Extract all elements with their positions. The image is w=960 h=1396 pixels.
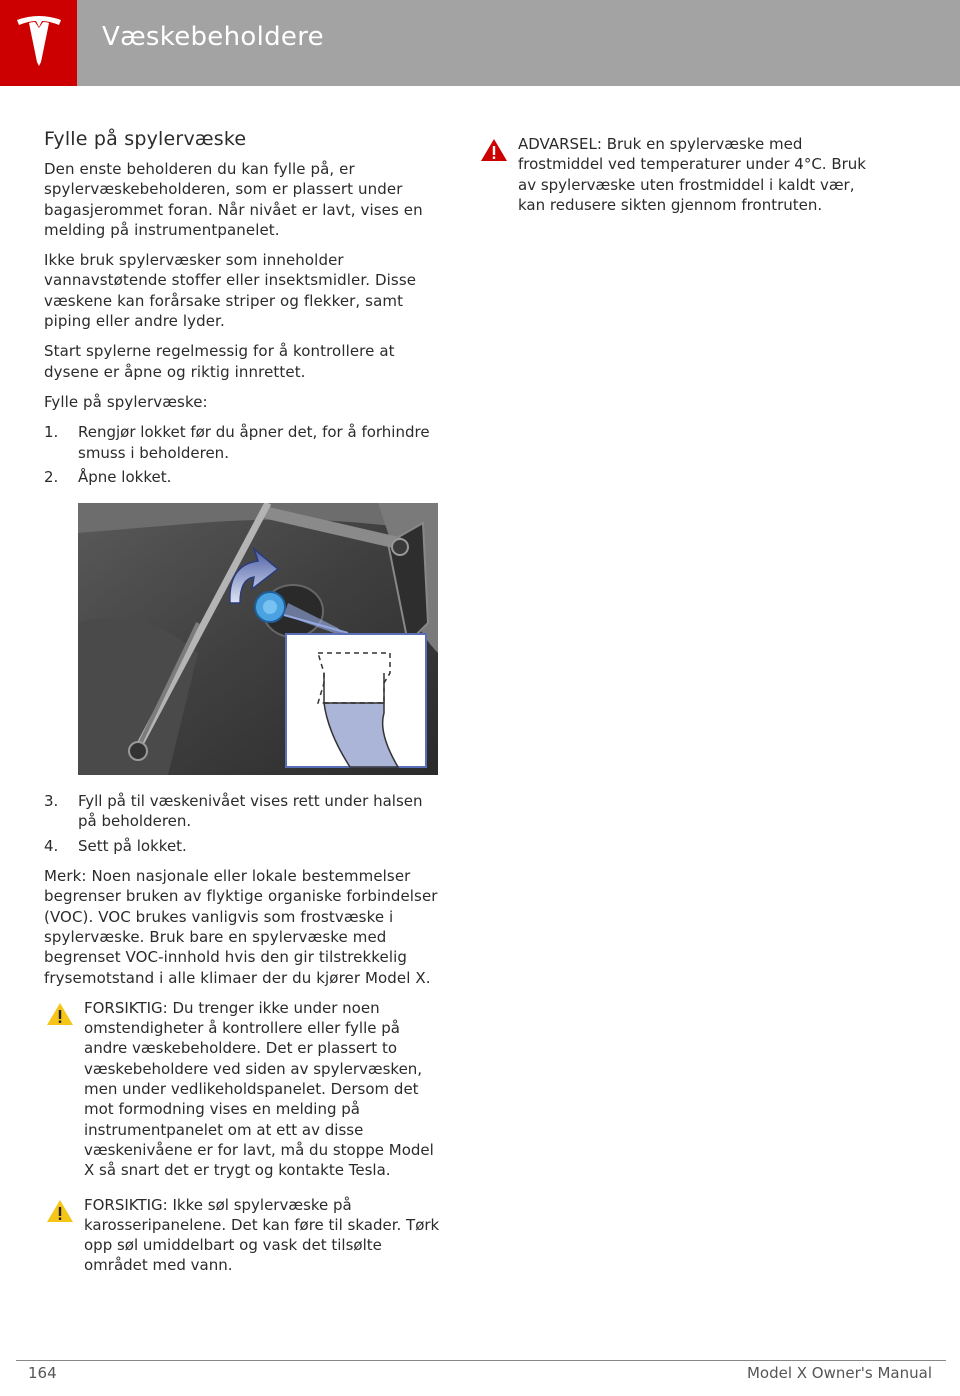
warning-callout — [478, 134, 878, 215]
page-header — [0, 0, 960, 86]
page-number: 164 — [28, 1364, 57, 1382]
section-heading: Fylle på spylervæske — [44, 128, 247, 150]
list-item — [44, 467, 440, 487]
paragraph: Ikke bruk spylervæsker som inneholder vannavstøtende stoffer eller insektsmidler. Disse væskene kan forårsake striper og flekker, samt piping eller andre lyder. — [44, 251, 417, 331]
caution-callout — [44, 998, 440, 1181]
step-list — [44, 422, 440, 487]
paragraph: Start spylerne regelmessig for å kontrollere at dysene er åpne og riktig innrettet. — [44, 342, 395, 381]
list-item — [44, 422, 440, 463]
logo-box — [0, 0, 77, 86]
paragraph: Den enste beholderen du kan fylle på, er spylervæskebeholderen, som er plassert under bagasjerommet foran. Når nivået er lavt, vises en melding på instrumentpanelet. — [44, 160, 423, 239]
step-number: 3. — [44, 792, 59, 811]
manual-title: Model X Owner's Manual — [746, 1364, 932, 1382]
tesla-logo-icon — [14, 14, 64, 68]
step-number: 1. — [44, 423, 59, 442]
step-text: Sett på lokket. — [78, 836, 187, 855]
left-column — [44, 128, 440, 1290]
caution-triangle-icon — [46, 1199, 74, 1223]
list-item — [44, 836, 440, 856]
caution-triangle-icon — [46, 1002, 74, 1026]
step-text: Åpne lokket. — [78, 467, 172, 486]
footer-divider — [16, 1360, 946, 1361]
paragraph: Fylle på spylervæske: — [44, 392, 208, 411]
warning-text: ADVARSEL: Bruk en spylervæske med frostmiddel ved temperaturer under 4°C. Bruk av spylervæske uten frostmiddel i kaldt vær, kan redusere sikten gjennom frontruten. — [518, 135, 866, 214]
note-paragraph: Merk: Noen nasjonale eller lokale bestemmelser begrenser bruken av flyktige organiske forbindelser (VOC). VOC brukes vanligvis som frostvæske i spylervæske. Bruk bare en spylervæske med begrenset VOC-innhold hvis den gir tilstrekkelig frysemotstand i alle klimaer der du kjører Model X. — [44, 867, 438, 987]
step-text: Fyll på til væskenivået vises rett under halsen på beholderen. — [78, 792, 423, 831]
step-number: 2. — [44, 467, 59, 486]
caution-text: FORSIKTIG: Ikke søl spylervæske på karosseripanelene. Det kan føre til skader. Tørk opp søl umiddelbart og vask det tilsølte området med vann. — [84, 1195, 440, 1275]
list-item — [44, 791, 440, 832]
page-title: Væskebeholdere — [102, 22, 324, 52]
caution-text: FORSIKTIG: Du trenger ikke under noen omstendigheter å kontrollere eller fylle på andre væskebeholdere. Det er plassert to væskebeholdere ved siden av spylervæsken, men under vedlikeholdspanelet. Dersom det mot formodning vises en melding på instrumentpanelet om at ett av disse væskenivåene er for lavt, må du stoppe Model X så snart det er trygt og kontakte Tesla. — [84, 998, 434, 1180]
step-list — [44, 791, 440, 856]
warning-triangle-icon — [480, 138, 508, 162]
washer-reservoir-illustration — [78, 503, 438, 775]
step-text: Rengjør lokket før du åpner det, for å forhindre smuss i beholderen. — [78, 423, 430, 462]
step-number: 4. — [44, 836, 59, 855]
right-column — [478, 130, 878, 229]
caution-callout — [44, 1195, 440, 1276]
